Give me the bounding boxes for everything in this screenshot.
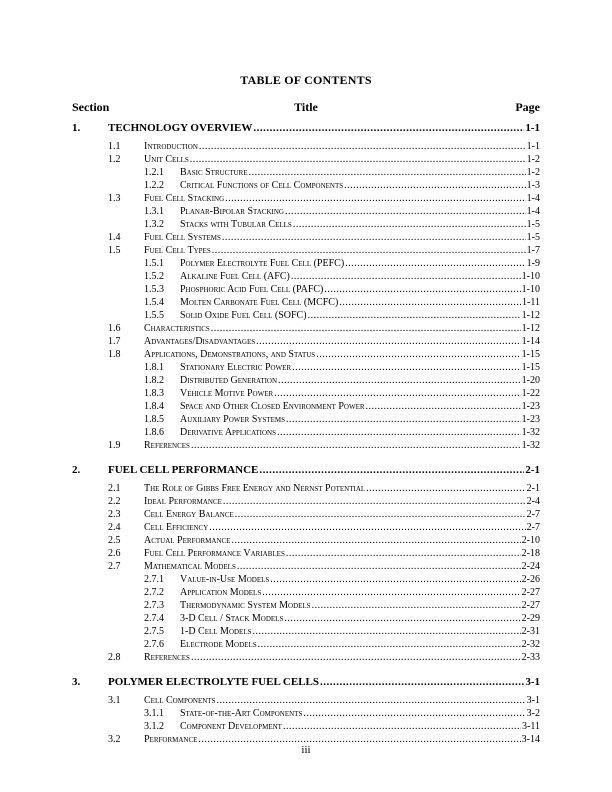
toc-entry-title: Cell Energy Balance [144, 509, 234, 520]
dot-leader [256, 335, 521, 348]
dot-leader [216, 694, 525, 707]
toc-entry-page: 2-1 [525, 464, 540, 476]
toc-entry[interactable] [72, 482, 540, 495]
toc-entry-page: 2-1 [526, 483, 540, 494]
toc-entry-number: 1.8.3 [144, 388, 164, 399]
toc-entry-number: 1.5.3 [144, 284, 164, 295]
toc-entry-page: 2-24 [521, 561, 540, 572]
toc-column-header [72, 100, 540, 114]
toc-entry-number: 2.7 [108, 561, 121, 572]
toc-entry-page: 2-26 [521, 574, 540, 585]
toc-entry-page: 2-32 [521, 639, 540, 650]
toc-entry[interactable] [72, 270, 540, 283]
dot-leader [284, 612, 520, 625]
toc-entry-page: 1-32 [521, 427, 540, 438]
toc-entry-number: 2. [72, 464, 81, 476]
toc-entry[interactable] [72, 322, 540, 335]
toc-entry[interactable] [72, 140, 540, 153]
toc-entry[interactable] [72, 205, 540, 218]
toc-chapter-entry[interactable] [72, 674, 540, 691]
dot-leader [303, 707, 525, 720]
toc-entry-title: Basic Structure [180, 167, 248, 178]
toc-entry-page: 2-10 [521, 535, 540, 546]
toc-entry-title: Fuel Cell Types [144, 245, 211, 256]
toc-entry-page: 2-7 [526, 522, 540, 533]
toc-entry[interactable] [72, 534, 540, 547]
dot-leader [231, 534, 520, 547]
dot-leader [293, 218, 526, 231]
toc-entry-title: Alkaline Fuel Cell (AFC) [180, 271, 290, 282]
toc-entry-title: Ideal Performance [144, 496, 222, 507]
toc-entry-page: 2-29 [521, 613, 540, 624]
toc-entry-title: Derivative Applications [180, 427, 276, 438]
toc-entry[interactable] [72, 612, 540, 625]
toc-entry[interactable] [72, 547, 540, 560]
toc-entry-title: Stacks with Tubular Cells [180, 219, 292, 230]
toc-entry-number: 1.8.2 [144, 375, 164, 386]
toc-entry-number: 3. [72, 676, 81, 688]
dot-leader [209, 521, 525, 534]
dot-leader [286, 547, 521, 560]
toc-entry-number: 1.3.1 [144, 206, 164, 217]
toc-entry-title: Performance [144, 734, 198, 745]
toc-entry-title: Value-in-Use Models [180, 574, 270, 585]
toc-entry[interactable] [72, 296, 540, 309]
toc-entry-number: 2.6 [108, 548, 121, 559]
dot-leader [278, 374, 521, 387]
toc-entry-page: 1-10 [521, 271, 540, 282]
toc-entry-title: Fuel Cell Systems [144, 232, 221, 243]
toc-entry-number: 1.5.1 [144, 258, 164, 269]
toc-entry-page: 1-9 [526, 258, 540, 269]
toc-entry-title: References [144, 652, 190, 663]
toc-entry-page: 3-1 [525, 676, 540, 688]
toc-entry-title: TECHNOLOGY OVERVIEW [108, 122, 253, 134]
toc-entry-number: 3.1 [108, 695, 121, 706]
toc-entry-title: Advantages/Disadvantages [144, 336, 256, 347]
toc-entry-number: 2.3 [108, 509, 121, 520]
toc-entry-page: 1-4 [526, 206, 540, 217]
toc-entry-number: 2.7.4 [144, 613, 164, 624]
toc-entry-number: 1.7 [108, 336, 121, 347]
toc-chapter-entry[interactable] [72, 462, 540, 479]
toc-entry-page: 1-5 [526, 232, 540, 243]
toc-entry-page: 1-32 [521, 440, 540, 451]
toc-entry-title: 3-D Cell / Stack Models [180, 613, 284, 624]
toc-entry-title: Solid Oxide Fuel Cell (SOFC) [180, 310, 307, 321]
toc-entry-page: 1-10 [521, 284, 540, 295]
toc-entry-number: 2.2 [108, 496, 121, 507]
toc-entry-title: Auxiliary Power Systems [180, 414, 286, 425]
toc-entry-number: 1.5.5 [144, 310, 164, 321]
toc-entry-page: 2-33 [521, 652, 540, 663]
dot-leader [345, 257, 526, 270]
dot-leader [312, 599, 521, 612]
toc-entry[interactable] [72, 599, 540, 612]
toc-entry-page: 1-15 [521, 362, 540, 373]
dot-leader [285, 205, 526, 218]
toc-entry-page: 2-31 [521, 626, 540, 637]
toc-entry[interactable] [72, 218, 540, 231]
toc-entry-number: 1.8.4 [144, 401, 164, 412]
toc-entry-page: 3-1 [526, 695, 540, 706]
toc-entry-title: Phosphoric Acid Fuel Cell (PAFC) [180, 284, 324, 295]
toc-entry-number: 1.8.1 [144, 362, 164, 373]
dot-leader [277, 426, 521, 439]
toc-entry-title: Vehicle Motive Power [180, 388, 274, 399]
toc-chapter-entry[interactable] [72, 120, 540, 137]
dot-leader [262, 586, 520, 599]
toc-entry-page: 2-4 [526, 496, 540, 507]
toc-entry-number: 2.7.1 [144, 574, 164, 585]
dot-leader [191, 651, 521, 664]
toc-entry[interactable] [72, 426, 540, 439]
toc-entry-number: 2.7.2 [144, 587, 164, 598]
toc-entry-title: Component Development [180, 721, 282, 732]
toc-entry-number: 1.5 [108, 245, 121, 256]
toc-entry[interactable] [72, 495, 540, 508]
toc-entry[interactable] [72, 335, 540, 348]
toc-entry-title: Planar-Bipolar Stacking [180, 206, 284, 217]
toc-entry[interactable] [72, 400, 540, 413]
toc-entry[interactable] [72, 257, 540, 270]
toc-entry[interactable] [72, 651, 540, 664]
toc-entry-title: Introduction [144, 141, 198, 152]
toc-entry[interactable] [72, 625, 540, 638]
toc-entry[interactable] [72, 283, 540, 296]
toc-entry-number: 2.7.3 [144, 600, 164, 611]
dot-leader [344, 179, 526, 192]
toc-entry-page: 2-27 [521, 600, 540, 611]
toc-entry-number: 2.5 [108, 535, 121, 546]
toc-entry-page: 1-3 [526, 180, 540, 191]
toc-entry[interactable] [72, 694, 540, 707]
toc-entry-title: Fuel Cell Stacking [144, 193, 225, 204]
toc-entry-page: 3-11 [522, 721, 540, 732]
dot-leader [253, 120, 524, 137]
toc-entry-number: 1. [72, 122, 81, 134]
dot-leader [366, 482, 525, 495]
dot-leader [190, 153, 526, 166]
toc-entry-number: 2.1 [108, 483, 121, 494]
toc-entry-page: 3-14 [521, 734, 540, 745]
toc-entry-number: 1.2 [108, 154, 121, 165]
toc-entry-number: 2.7.5 [144, 626, 164, 637]
toc-entry-number: 1.5.4 [144, 297, 164, 308]
dot-leader [308, 309, 521, 322]
toc-entry-title: POLYMER ELECTROLYTE FUEL CELLS [108, 676, 319, 688]
toc-entry[interactable] [72, 638, 540, 651]
toc-entry-page: 1-23 [521, 401, 540, 412]
toc-entry[interactable] [72, 720, 540, 733]
dot-leader [324, 283, 520, 296]
toc-entry-title: Thermodynamic System Models [180, 600, 311, 611]
dot-leader [237, 560, 521, 573]
toc-entry-page: 1-2 [526, 167, 540, 178]
toc-entry-number: 1.2.1 [144, 167, 164, 178]
toc-entry-number: 1.8.5 [144, 414, 164, 425]
dot-leader [223, 495, 526, 508]
toc-entry-page: 1-1 [526, 141, 540, 152]
toc-entry-title: Applications, Demonstrations, and Status [144, 349, 316, 360]
toc-entry-number: 2.7.6 [144, 639, 164, 650]
dot-leader [286, 413, 521, 426]
toc-entry[interactable] [72, 413, 540, 426]
toc-entry[interactable] [72, 560, 540, 573]
toc-entry-page: 1-2 [526, 154, 540, 165]
page-number: iii [301, 744, 311, 756]
toc-entry-page: 1-22 [521, 388, 540, 399]
toc-entry[interactable] [72, 231, 540, 244]
toc-entry-page: 1-11 [522, 297, 540, 308]
toc-entry-title: State-of-the-Art Components [180, 708, 303, 719]
dot-leader [366, 400, 521, 413]
toc-entry[interactable] [72, 361, 540, 374]
dot-leader [258, 638, 521, 651]
dot-leader [253, 625, 521, 638]
toc-entry-page: 1-23 [521, 414, 540, 425]
header-title: Title [294, 100, 318, 114]
toc-entry-number: 2.4 [108, 522, 121, 533]
toc-entry[interactable] [72, 153, 540, 166]
toc-entry-title: FUEL CELL PERFORMANCE [108, 464, 259, 476]
toc-entry-number: 3.1.2 [144, 721, 164, 732]
toc-entry[interactable] [72, 521, 540, 534]
toc-entry-title: Characteristics [144, 323, 210, 334]
toc-entry-title: Unit Cells [144, 154, 189, 165]
toc-entry-title: Fuel Cell Performance Variables [144, 548, 285, 559]
toc-entry-number: 2.8 [108, 652, 121, 663]
toc-entry-page: 2-27 [521, 587, 540, 598]
toc-entry[interactable] [72, 573, 540, 586]
toc-entry-page: 1-5 [526, 219, 540, 230]
toc-entry[interactable] [72, 192, 540, 205]
toc-entry-number: 1.8.6 [144, 427, 164, 438]
toc-entry-page: 1-12 [521, 323, 540, 334]
dot-leader [291, 270, 521, 283]
toc-entry-number: 1.5.2 [144, 271, 164, 282]
toc-entry-page: 1-15 [521, 349, 540, 360]
toc-entry-title: The Role of Gibbs Free Energy and Nernst Potential [144, 483, 366, 494]
toc-entry-number: 1.4 [108, 232, 121, 243]
toc-entry-title: Application Models [180, 587, 262, 598]
toc-entry-title: Molten Carbonate Fuel Cell (MCFC) [180, 297, 339, 308]
dot-leader [292, 361, 521, 374]
toc-entry-page: 1-1 [525, 122, 540, 134]
toc-entry-title: Mathematical Models [144, 561, 236, 572]
toc-entry[interactable] [72, 387, 540, 400]
toc-entry-page: 1-14 [521, 336, 540, 347]
toc-entry-page: 2-7 [526, 509, 540, 520]
header-page: Page [515, 100, 540, 114]
dot-leader [212, 244, 526, 257]
toc-entry-title: Actual Performance [144, 535, 231, 546]
table-of-contents [72, 118, 540, 746]
toc-entry-number: 1.8 [108, 349, 121, 360]
toc-entry[interactable] [72, 374, 540, 387]
toc-entry[interactable] [72, 309, 540, 322]
toc-entry-page: 3-2 [526, 708, 540, 719]
toc-entry-page: 1-12 [521, 310, 540, 321]
toc-entry-page: 1-4 [526, 193, 540, 204]
toc-entry-title: Polymer Electrolyte Fuel Cell (PEFC) [180, 258, 345, 269]
toc-entry-page: 1-7 [526, 245, 540, 256]
dot-leader [320, 674, 524, 691]
dot-leader [235, 508, 526, 521]
toc-entry-number: 1.3.2 [144, 219, 164, 230]
toc-entry-number: 3.1.1 [144, 708, 164, 719]
toc-entry-title: Electrode Models [180, 639, 257, 650]
dot-leader [222, 231, 526, 244]
toc-entry-title: References [144, 440, 190, 451]
toc-entry-page: 2-18 [521, 548, 540, 559]
dot-leader [274, 387, 520, 400]
toc-entry-title: Critical Functions of Cell Components [180, 180, 344, 191]
toc-entry-number: 1.9 [108, 440, 121, 451]
toc-entry[interactable] [72, 707, 540, 720]
dot-leader [339, 296, 521, 309]
dot-leader [249, 166, 526, 179]
toc-entry-title: Space and Other Closed Environment Power [180, 401, 365, 412]
dot-leader [283, 720, 521, 733]
toc-entry-number: 3.2 [108, 734, 121, 745]
toc-entry-title: Distributed Generation [180, 375, 278, 386]
toc-entry[interactable] [72, 166, 540, 179]
toc-entry-title: Cell Components [144, 695, 216, 706]
dot-leader [211, 322, 521, 335]
toc-entry-number: 1.1 [108, 141, 121, 152]
toc-entry-number: 1.6 [108, 323, 121, 334]
dot-leader [191, 439, 521, 452]
toc-entry-number: 1.2.2 [144, 180, 164, 191]
toc-entry-number: 1.3 [108, 193, 121, 204]
dot-leader [199, 140, 526, 153]
dot-leader [225, 192, 525, 205]
toc-entry[interactable] [72, 179, 540, 192]
toc-entry[interactable] [72, 586, 540, 599]
dot-leader [316, 348, 520, 361]
dot-leader [259, 462, 524, 479]
toc-entry-page: 1-20 [521, 375, 540, 386]
toc-entry-title: Stationary Electric Power [180, 362, 292, 373]
toc-entry[interactable] [72, 348, 540, 361]
toc-entry[interactable] [72, 508, 540, 521]
header-section: Section [72, 100, 110, 114]
toc-entry-title: Cell Efficiency [144, 522, 209, 533]
dot-leader [270, 573, 520, 586]
toc-entry[interactable] [72, 439, 540, 452]
toc-entry[interactable] [72, 244, 540, 257]
toc-entry-title: 1-D Cell Models [180, 626, 252, 637]
page-title: TABLE OF CONTENTS [240, 73, 372, 87]
